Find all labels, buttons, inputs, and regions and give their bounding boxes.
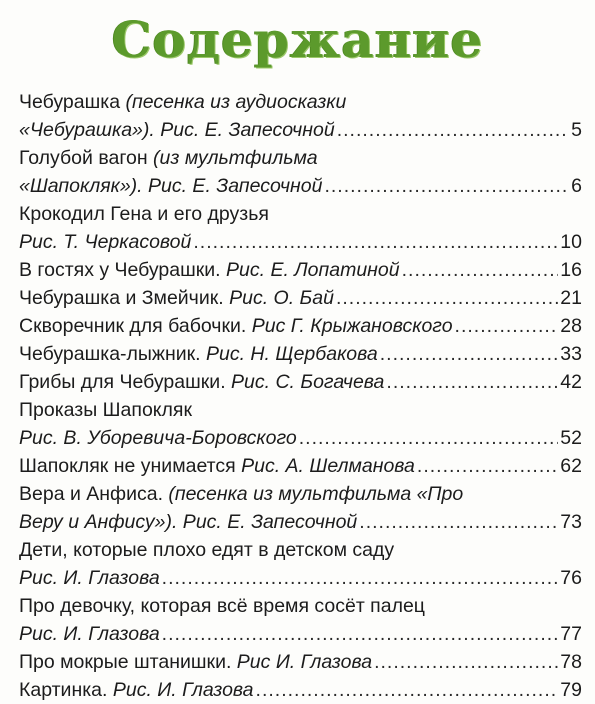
toc-entry-credit: Рис. А. Шелманова	[241, 455, 415, 477]
dot-leader	[417, 452, 558, 480]
toc-entry-title: Проказы Шапокляк	[19, 399, 193, 421]
page-number: 79	[560, 679, 582, 701]
toc-entry-credit: Рис. Н. Щербакова	[206, 343, 378, 365]
toc-entry-text	[19, 228, 191, 256]
toc-entry-text	[19, 396, 192, 424]
page-number: 5	[571, 119, 582, 141]
toc-entry-credit: Рис. И. Глазова	[112, 679, 254, 701]
toc-entry-credit: Рис. Е. Лопатиной	[226, 259, 400, 281]
toc-entry-text	[19, 144, 318, 172]
toc-line	[19, 368, 582, 396]
toc-entry-title: Про мокрые штанишки.	[19, 651, 237, 673]
toc-entry[interactable]	[19, 536, 582, 592]
dot-leader	[386, 368, 558, 396]
toc-line	[19, 480, 582, 508]
toc-entry-title: Голубой вагон	[19, 147, 148, 169]
toc-entry-title: Шапокляк не унимается	[19, 455, 242, 477]
page-number: 78	[560, 651, 582, 673]
toc-entry-credit: Веру и Анфису»). Рис. Е. Запесочной	[19, 511, 358, 533]
dot-leader	[380, 340, 559, 368]
dot-leader	[359, 508, 558, 536]
toc-entry-credit: Рис Г. Крыжановского	[251, 315, 453, 337]
toc-entry-credit: (песенка из аудиосказки	[120, 91, 347, 113]
toc-entry-title: В гостях у Чебурашки.	[19, 259, 227, 281]
toc-entry[interactable]	[19, 144, 582, 200]
toc-entry-text	[19, 648, 372, 676]
page-number: 42	[560, 371, 582, 393]
dot-leader	[162, 620, 559, 648]
toc-entry[interactable]	[19, 648, 582, 676]
toc-entry-text	[19, 508, 357, 536]
dot-leader	[337, 116, 569, 144]
page-number: 33	[560, 343, 582, 365]
toc-line	[19, 88, 582, 116]
dot-leader	[324, 172, 569, 200]
toc-entry-credit: Рис. И. Глазова	[19, 567, 160, 589]
toc-entry-text	[19, 676, 254, 704]
toc-entry-credit: (из мультфильма	[147, 147, 318, 169]
toc-entry-title: Картинка.	[19, 679, 113, 701]
toc-entry-text	[19, 172, 322, 200]
toc-line	[19, 592, 582, 620]
toc-entry-credit: Рис. О. Бай	[229, 287, 334, 309]
toc-entry-text	[19, 480, 463, 508]
toc-entry-text	[19, 340, 378, 368]
page-number: 10	[560, 231, 582, 253]
toc-line	[19, 424, 582, 452]
toc-entry-credit: Рис. Т. Черкасовой	[19, 231, 192, 253]
toc-entry-credit: (песенка из мультфильма «Про	[163, 483, 464, 505]
toc-line	[19, 144, 582, 172]
toc-line	[19, 648, 582, 676]
toc-line	[19, 172, 582, 200]
toc-entry[interactable]	[19, 592, 582, 648]
toc-entry-credit: «Шапокляк»). Рис. Е. Запесочной	[19, 175, 323, 197]
toc-line	[19, 508, 582, 536]
toc-line	[19, 452, 582, 480]
toc-entry-text	[19, 536, 394, 564]
toc-entry[interactable]	[19, 368, 582, 396]
toc-line	[19, 676, 582, 704]
toc-entry-title: Дети, которые плохо едят в детском саду	[19, 539, 395, 561]
toc-entry-title: Про девочку, которая всё время сосёт палец	[19, 595, 425, 617]
page-number: 21	[560, 287, 582, 309]
page-number: 52	[560, 427, 582, 449]
toc-entry[interactable]	[19, 396, 582, 452]
dot-leader	[256, 676, 559, 704]
dot-leader	[299, 424, 559, 452]
table-of-contents	[19, 88, 582, 704]
toc-entry-text	[19, 620, 160, 648]
toc-entry[interactable]	[19, 312, 582, 340]
dot-leader	[162, 564, 559, 592]
toc-entry[interactable]	[19, 256, 582, 284]
toc-entry[interactable]	[19, 480, 582, 536]
toc-entry-text	[19, 564, 160, 592]
page-number: 16	[560, 259, 582, 281]
toc-entry-title: Крокодил Гена и его друзья	[19, 203, 269, 225]
toc-entry-title: Вера и Анфиса.	[19, 483, 163, 505]
toc-entry-text	[19, 424, 297, 452]
toc-entry[interactable]	[19, 676, 582, 704]
toc-entry[interactable]	[19, 340, 582, 368]
toc-entry-title: Грибы для Чебурашки.	[19, 371, 232, 393]
toc-entry-text	[19, 452, 415, 480]
toc-line	[19, 396, 582, 424]
page-number: 62	[560, 455, 582, 477]
toc-entry[interactable]	[19, 452, 582, 480]
toc-entry-credit: Рис. И. Глазова	[19, 623, 160, 645]
toc-line	[19, 284, 582, 312]
toc-entry-title: Чебурашка и Змейчик.	[19, 287, 230, 309]
toc-entry-title: Чебурашка	[19, 91, 121, 113]
toc-entry-text	[19, 284, 334, 312]
toc-entry-credit: «Чебурашка»). Рис. Е. Запесочной	[19, 119, 335, 141]
dot-leader	[193, 228, 558, 256]
toc-entry-credit: Рис И. Глазова	[236, 651, 373, 673]
page-number: 76	[560, 567, 582, 589]
page-number: 6	[571, 175, 582, 197]
toc-entry-text	[19, 592, 425, 620]
toc-entry-credit: Рис. С. Богачева	[231, 371, 385, 393]
toc-entry-text	[19, 368, 384, 396]
toc-line	[19, 620, 582, 648]
toc-line	[19, 256, 582, 284]
page-number: 73	[560, 511, 582, 533]
toc-entry-text	[19, 116, 335, 144]
toc-entry[interactable]	[19, 200, 582, 256]
toc-line	[19, 564, 582, 592]
toc-entry-text	[19, 200, 269, 228]
toc-line	[19, 228, 582, 256]
toc-line	[19, 340, 582, 368]
toc-entry[interactable]	[19, 88, 582, 144]
dot-leader	[374, 648, 558, 676]
toc-entry-title: Скворечник для бабочки.	[19, 315, 252, 337]
toc-entry-credit: Рис. В. Уборевича-Боровского	[19, 427, 297, 449]
toc-line	[19, 536, 582, 564]
dot-leader	[336, 284, 558, 312]
toc-line	[19, 312, 582, 340]
page-number: 28	[560, 315, 582, 337]
dot-leader	[402, 256, 559, 284]
toc-entry-text	[19, 256, 400, 284]
dot-leader	[455, 312, 559, 340]
page-number: 77	[560, 623, 582, 645]
toc-entry[interactable]	[19, 284, 582, 312]
page-title: Содержание	[111, 10, 484, 69]
toc-entry-title: Чебурашка-лыжник.	[19, 343, 206, 365]
toc-entry-text	[19, 88, 346, 116]
toc-line	[19, 116, 582, 144]
toc-line	[19, 200, 582, 228]
toc-entry-text	[19, 312, 453, 340]
